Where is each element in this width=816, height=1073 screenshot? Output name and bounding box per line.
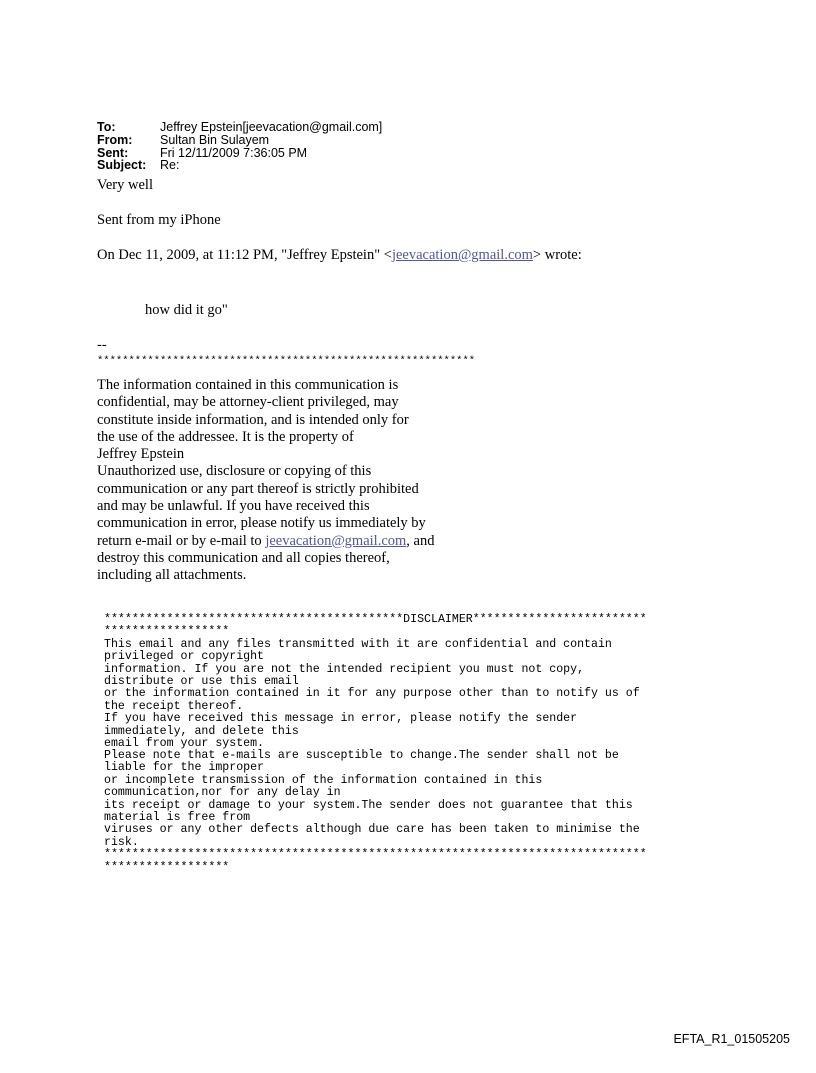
disclaimer-block-1: *******************************************DISCLAIMER************************* ****************** This email and any files transmitted with it are confidential and contain privileged or copyright information. If you are not the intended recipient you must not copy, distribute or use this email or the information contained in it for any purpose other than to notify us of the receipt thereof. If you have received this message in error, please notify the sender immediately, and delete this email from your system. bbox=[104, 613, 647, 751]
sent-label: Sent: bbox=[97, 145, 129, 160]
notice-line: The information contained in this communication is bbox=[97, 377, 399, 393]
notice-line: and may be unlawful. If you have received this bbox=[97, 498, 370, 515]
body-line-sent-from: Sent from my iPhone bbox=[97, 212, 221, 228]
disclaimer-block-2: Please note that e-mails are susceptible to change.The sender shall not be liable for the improper or incomplete transmission of the information contained in this communication,nor for any delay in its receipt or damage to your system.The sender does not guarantee that this material is free from viruses or any other defects although due care has been taken to minimise the risk. ****************************************************************************** ****************** bbox=[104, 749, 647, 874]
notice-line-with-link bbox=[97, 533, 434, 550]
signature-dashes: -- bbox=[97, 337, 107, 353]
from-value: Sultan Bin Sulayem bbox=[160, 132, 270, 147]
quote-prefix: On Dec 11, 2009, at 11:12 PM, "Jeffrey Epstein" < bbox=[97, 247, 392, 263]
to-row bbox=[97, 121, 382, 134]
notice-line: constitute inside information, and is intended only for bbox=[97, 411, 409, 428]
signature-stars: ************************************************************ bbox=[97, 355, 476, 367]
notice-line10-prefix: return e-mail or by e-mail to bbox=[97, 532, 266, 549]
notice-line: the use of the addressee. It is the property of bbox=[97, 428, 354, 445]
notice-line: Jeffrey Epstein bbox=[97, 446, 185, 463]
body-line-very-well: Very well bbox=[97, 177, 153, 193]
notice-line: communication in error, please notify us immediately by bbox=[97, 515, 426, 532]
subject-value: Re: bbox=[160, 158, 180, 173]
document-id-footer: EFTA_R1_01505205 bbox=[673, 1032, 790, 1046]
quoted-text: how did it go" bbox=[145, 302, 228, 318]
from-label: From: bbox=[97, 132, 133, 147]
notice-line: destroy this communication and all copies thereof, bbox=[97, 549, 390, 566]
notice-line: including all attachments. bbox=[97, 567, 247, 584]
quote-attribution bbox=[97, 247, 582, 264]
subject-label: Subject: bbox=[97, 158, 147, 173]
to-value: Jeffrey Epstein[jeevacation@gmail.com] bbox=[160, 120, 383, 134]
confidentiality-notice bbox=[97, 377, 434, 585]
email-header-block bbox=[97, 121, 382, 172]
notice-line: Unauthorized use, disclosure or copying of this bbox=[97, 463, 372, 480]
notice-line: communication or any part thereof is strictly prohibited bbox=[97, 480, 419, 497]
notice-line: confidential, may be attorney-client privileged, may bbox=[97, 394, 399, 411]
notice-line10-suffix: , and bbox=[406, 532, 435, 549]
quote-suffix: > wrote: bbox=[532, 247, 582, 263]
sent-value: Fri 12/11/2009 7:36:05 PM bbox=[160, 145, 308, 160]
subject-row bbox=[97, 159, 382, 172]
notice-email-link[interactable]: jeevacation@gmail.com bbox=[265, 532, 407, 549]
from-row bbox=[97, 134, 382, 147]
quote-email-link[interactable]: jeevacation@gmail.com bbox=[391, 247, 533, 263]
to-label: To: bbox=[97, 120, 116, 134]
